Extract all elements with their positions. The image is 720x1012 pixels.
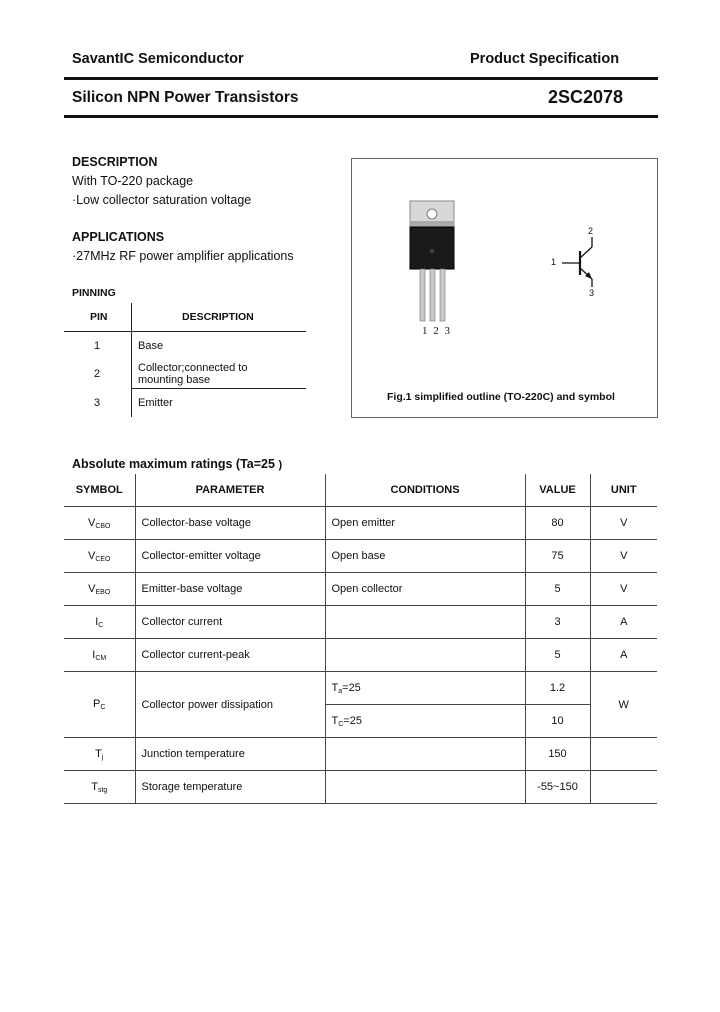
symbol-cell: $T_j$: [64, 738, 135, 771]
conditions-cell: Open base: [325, 540, 525, 573]
col-symbol: SYMBOL: [64, 474, 135, 507]
description-line: With TO-220 package: [72, 174, 194, 188]
col-parameter: PARAMETER: [135, 474, 325, 507]
unit-cell: V: [590, 573, 657, 606]
conditions-cell: [325, 639, 525, 672]
unit-cell: [590, 771, 657, 804]
symbol-pin-base: 1: [551, 257, 557, 267]
table-row: [64, 639, 657, 672]
value-cell: -55~150: [525, 771, 590, 804]
table-row: [64, 771, 657, 804]
col-value: VALUE: [525, 474, 590, 507]
conditions-cell: [325, 606, 525, 639]
conditions-cell: Open emitter: [325, 507, 525, 540]
pinning-header-description: DESCRIPTION: [182, 311, 254, 323]
doc-type: Product Specification: [470, 51, 620, 67]
parameter-cell: Storage temperature: [135, 771, 325, 804]
symbol-cell: $V_{CEO}$: [64, 540, 135, 573]
table-header-row: [64, 474, 657, 507]
pinning-title: PINNING: [72, 287, 116, 299]
pinning-row-line: [131, 388, 306, 389]
to220-outline-and-symbol: [352, 159, 657, 417]
table-row: [64, 540, 657, 573]
parameter-cell: Collector-base voltage: [135, 507, 325, 540]
pin-number: 3: [94, 397, 101, 409]
table-row: $P_C$ Collector power dissipation $T_a=25$ 1.2 W: [64, 672, 657, 705]
conditions-cell: [325, 738, 525, 771]
applications-title: APPLICATIONS: [72, 230, 165, 244]
value-cell: 5: [525, 573, 590, 606]
parameter-cell: Junction temperature: [135, 738, 325, 771]
value-cell: 150: [525, 738, 590, 771]
parameter-cell: Collector current: [135, 606, 325, 639]
header-rule-top: [64, 77, 658, 80]
pin-description: Base: [138, 340, 164, 352]
pin-description: Collector;connected to mounting base: [138, 362, 248, 386]
parameter-cell: Collector current-peak: [135, 639, 325, 672]
lead-labels: 1 2 3: [422, 325, 451, 337]
absolute-maximum-ratings-table: [64, 474, 657, 804]
value-cell: 5: [525, 639, 590, 672]
company-name: SavantIC Semiconductor: [72, 51, 244, 67]
pin-number: 1: [94, 340, 101, 352]
symbol-pin-emitter: 3: [589, 288, 595, 298]
pin-number: 2: [94, 368, 101, 380]
symbol-cell: $V_{CBO}$: [64, 507, 135, 540]
parameter-cell: Emitter-base voltage: [135, 573, 325, 606]
symbol-pin-collector: 2: [588, 226, 594, 236]
symbol-cell: $T_{stg}$: [64, 771, 135, 804]
conditions-cell: Open collector: [325, 573, 525, 606]
package-figure: [351, 158, 658, 418]
symbol-cell: $I_{CM}$: [64, 639, 135, 672]
description-line: ·Low collector saturation voltage: [72, 193, 252, 207]
symbol-cell: $I_C$: [64, 606, 135, 639]
unit-cell: V: [590, 540, 657, 573]
col-conditions: CONDITIONS: [325, 474, 525, 507]
description-title: DESCRIPTION: [72, 155, 158, 169]
table-row: [64, 507, 657, 540]
applications-line: ·27MHz RF power amplifier applications: [72, 249, 294, 263]
conditions-cell: [325, 771, 525, 804]
col-unit: UNIT: [590, 474, 657, 507]
unit-cell: A: [590, 639, 657, 672]
table-row: $T_C=25$ 10: [64, 705, 657, 738]
value-cell: 80: [525, 507, 590, 540]
pin-description: Emitter: [138, 397, 173, 409]
pinning-header-pin: PIN: [90, 311, 108, 323]
ratings-title: Absolute maximum ratings (Ta=25 ): [72, 457, 283, 471]
part-number: 2SC2078: [548, 87, 624, 107]
unit-cell: V: [590, 507, 657, 540]
figure-caption: Fig.1 simplified outline (TO-220C) and symbol: [387, 391, 615, 403]
pinning-vline: [131, 303, 132, 417]
value-cell: 3: [525, 606, 590, 639]
table-row: [64, 573, 657, 606]
pinning-header-line: [64, 331, 306, 332]
table-row: [64, 738, 657, 771]
unit-cell: [590, 738, 657, 771]
unit-cell: A: [590, 606, 657, 639]
header-rule-bottom: [64, 115, 658, 118]
parameter-cell: Collector-emitter voltage: [135, 540, 325, 573]
value-cell: 75: [525, 540, 590, 573]
table-row: [64, 606, 657, 639]
product-line: Silicon NPN Power Transistors: [72, 89, 299, 106]
symbol-cell: $V_{EBO}$: [64, 573, 135, 606]
